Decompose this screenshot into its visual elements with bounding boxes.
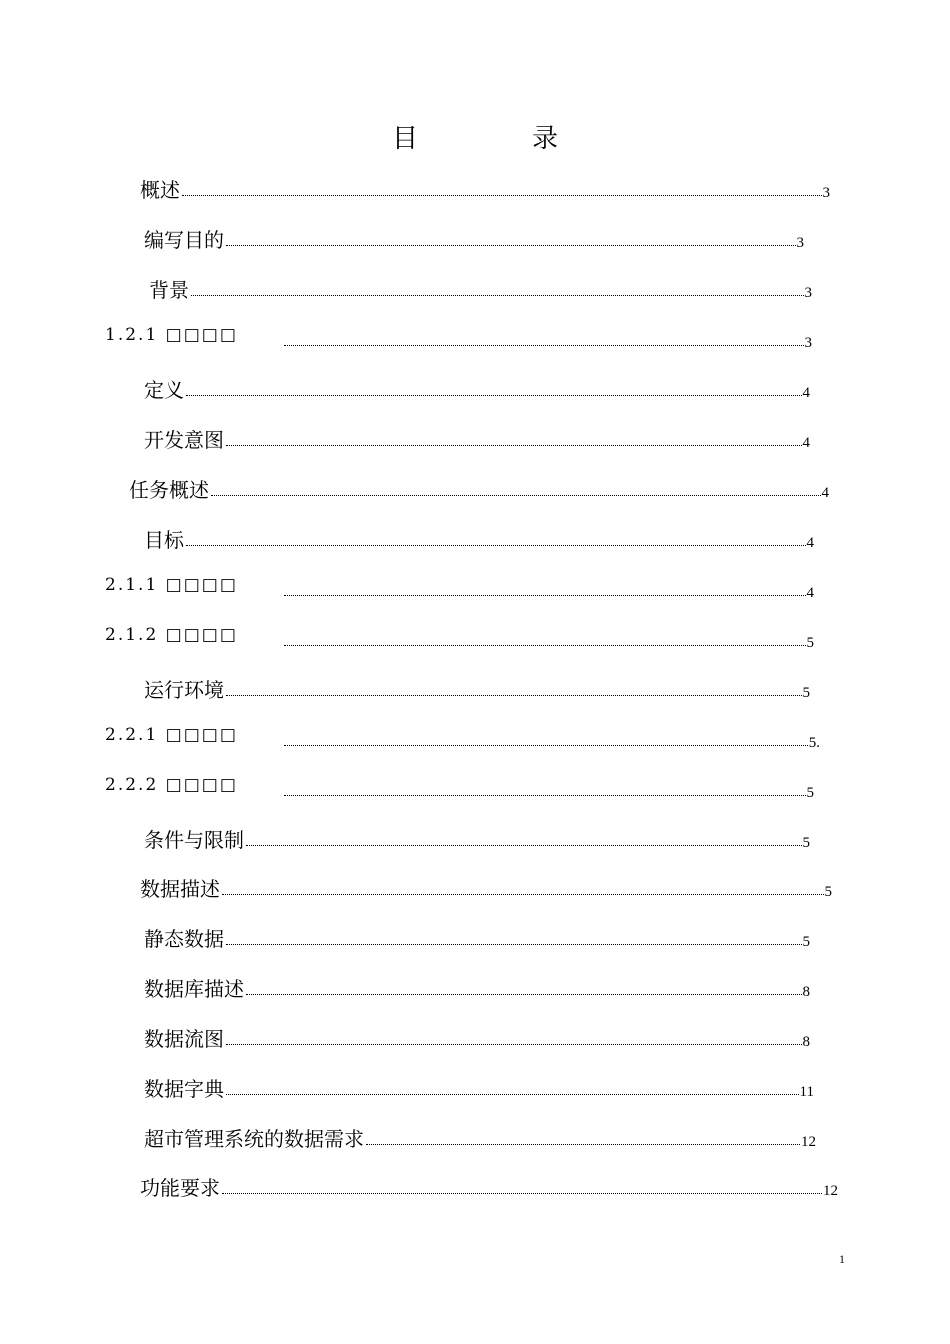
toc-entry-page: 5.	[808, 735, 820, 751]
toc-entry-label: 概述	[140, 178, 180, 202]
toc-entry-page: 8	[802, 984, 810, 1000]
toc-entry-label: 目标	[144, 528, 184, 552]
toc-leader	[226, 444, 802, 446]
toc-entry-label: 数据字典	[144, 1077, 224, 1101]
toc-leader	[226, 244, 796, 246]
toc-leader	[246, 844, 802, 846]
toc-leader	[222, 1192, 822, 1194]
toc-entry-page: 8	[802, 1034, 810, 1050]
toc-entry-label: 静态数据	[144, 927, 224, 951]
toc-entry-label: 2.1.2 □□□□	[105, 625, 238, 645]
toc-entry[interactable]	[105, 768, 814, 802]
toc-entry-page: 5	[806, 785, 814, 801]
toc-entry-page: 12	[801, 1134, 816, 1150]
toc-entry[interactable]	[144, 1067, 814, 1101]
toc-leader	[226, 1043, 802, 1045]
toc-entry[interactable]	[105, 568, 814, 602]
toc-entry-page: 4	[806, 535, 814, 551]
toc-entry-page: 3	[804, 335, 812, 351]
toc-entry-page: 4	[802, 385, 810, 401]
toc-entry[interactable]	[144, 967, 810, 1001]
toc-leader	[366, 1143, 800, 1145]
toc-entry-label: 功能要求	[140, 1176, 220, 1200]
toc-entry-label: 条件与限制	[144, 828, 244, 852]
toc-leader	[211, 494, 821, 496]
toc-entry[interactable]	[105, 718, 820, 752]
toc-leader	[186, 394, 802, 396]
toc-entry-page: 4	[802, 435, 810, 451]
toc-entry-label: 运行环境	[144, 678, 224, 702]
toc-entry-label: 任务概述	[129, 478, 209, 502]
toc-entry[interactable]	[144, 818, 810, 852]
toc-entry-page: 5	[824, 884, 832, 900]
page-title: 目 录	[391, 124, 602, 154]
toc-leader	[284, 344, 804, 346]
toc-entry-page: 3	[822, 185, 830, 201]
toc-entry[interactable]	[144, 418, 810, 452]
toc-leader	[284, 644, 806, 646]
toc-entry[interactable]	[144, 917, 810, 951]
toc-leader	[246, 993, 802, 995]
toc-entry-label: 2.2.1 □□□□	[105, 725, 238, 745]
toc-leader	[226, 694, 802, 696]
toc-entry-label: 数据流图	[144, 1027, 224, 1051]
toc-entry-page: 5	[802, 835, 810, 851]
toc-leader	[182, 194, 822, 196]
toc-entry[interactable]	[144, 368, 810, 402]
toc-entry-label: 2.2.2 □□□□	[105, 775, 238, 795]
toc-entry-label: 2.1.1 □□□□	[105, 575, 238, 595]
toc-entry-page: 4	[806, 585, 814, 601]
toc-entry[interactable]	[144, 1117, 816, 1151]
toc-leader	[226, 943, 802, 945]
toc-leader	[284, 744, 808, 746]
toc-entry[interactable]	[140, 168, 830, 202]
toc-entry-label: 开发意图	[144, 428, 224, 452]
toc-entry-page: 3	[804, 285, 812, 301]
toc-entry[interactable]	[105, 318, 812, 352]
toc-entry[interactable]	[140, 867, 832, 901]
toc-leader	[222, 893, 824, 895]
toc-entry-page: 3	[796, 235, 804, 251]
toc-leader	[226, 1093, 799, 1095]
toc-entry-label: 超市管理系统的数据需求	[144, 1127, 364, 1151]
toc-leader	[191, 294, 804, 296]
toc-entry-label: 1.2.1 □□□□	[105, 325, 238, 345]
toc-entry[interactable]	[144, 1017, 810, 1051]
toc-entry-page: 12	[823, 1183, 838, 1199]
toc-entry[interactable]	[144, 218, 804, 252]
toc-entry[interactable]	[144, 668, 810, 702]
page-number: 1	[839, 1252, 845, 1266]
toc-entry-page: 4	[821, 485, 829, 501]
toc-entry[interactable]	[129, 468, 829, 502]
toc-entry-label: 编写目的	[144, 228, 224, 252]
toc-leader	[186, 544, 806, 546]
toc-entry[interactable]	[149, 268, 812, 302]
toc-entry-page: 5	[802, 685, 810, 701]
toc-entry-page: 5	[806, 635, 814, 651]
toc-entry-page: 5	[802, 934, 810, 950]
toc-entry[interactable]	[105, 618, 814, 652]
toc-leader	[284, 594, 806, 596]
toc-entry-label: 定义	[144, 378, 184, 402]
toc-leader	[284, 794, 806, 796]
toc-entry-label: 数据库描述	[144, 977, 244, 1001]
toc-entry[interactable]	[144, 518, 814, 552]
toc-entry-label: 数据描述	[140, 877, 220, 901]
toc-entry-label: 背景	[149, 278, 189, 302]
toc-entry-page: 11	[799, 1084, 814, 1100]
toc-entry[interactable]	[140, 1166, 838, 1200]
